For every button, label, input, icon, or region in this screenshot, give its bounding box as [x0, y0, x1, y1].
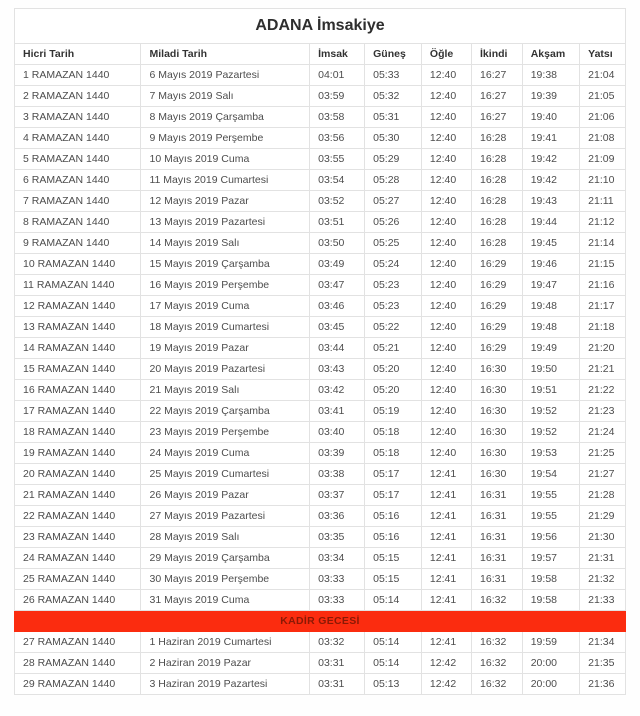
cell-gunes: 05:30: [365, 128, 422, 149]
cell-gunes: 05:13: [365, 674, 422, 695]
cell-miladi-tarih: 3 Haziran 2019 Pazartesi: [141, 674, 310, 695]
cell-hicri-tarih: 19 RAMAZAN 1440: [15, 443, 141, 464]
cell-imsak: 03:35: [310, 527, 365, 548]
cell-yatsi: 21:06: [580, 107, 626, 128]
cell-imsak: 03:49: [310, 254, 365, 275]
cell-miladi-tarih: 25 Mayıs 2019 Cumartesi: [141, 464, 310, 485]
cell-yatsi: 21:29: [580, 506, 626, 527]
cell-miladi-tarih: 7 Mayıs 2019 Salı: [141, 86, 310, 107]
cell-gunes: 05:24: [365, 254, 422, 275]
cell-aksam: 19:42: [522, 149, 579, 170]
cell-ikindi: 16:28: [472, 170, 523, 191]
cell-miladi-tarih: 19 Mayıs 2019 Pazar: [141, 338, 310, 359]
cell-ikindi: 16:30: [472, 443, 523, 464]
cell-ikindi: 16:28: [472, 191, 523, 212]
cell-aksam: 19:38: [522, 65, 579, 86]
cell-miladi-tarih: 9 Mayıs 2019 Perşembe: [141, 128, 310, 149]
cell-ogle: 12:40: [421, 359, 471, 380]
column-header-imsak: İmsak: [310, 44, 365, 65]
cell-aksam: 19:41: [522, 128, 579, 149]
cell-ikindi: 16:31: [472, 527, 523, 548]
cell-yatsi: 21:36: [580, 674, 626, 695]
cell-aksam: 19:58: [522, 569, 579, 590]
cell-imsak: 03:51: [310, 212, 365, 233]
cell-imsak: 03:36: [310, 506, 365, 527]
cell-miladi-tarih: 30 Mayıs 2019 Perşembe: [141, 569, 310, 590]
cell-ikindi: 16:31: [472, 548, 523, 569]
cell-ikindi: 16:28: [472, 233, 523, 254]
cell-yatsi: 21:11: [580, 191, 626, 212]
cell-hicri-tarih: 7 RAMAZAN 1440: [15, 191, 141, 212]
cell-yatsi: 21:21: [580, 359, 626, 380]
column-header-hicri-tarih: Hicri Tarih: [15, 44, 141, 65]
cell-imsak: 03:41: [310, 401, 365, 422]
cell-miladi-tarih: 26 Mayıs 2019 Pazar: [141, 485, 310, 506]
cell-yatsi: 21:35: [580, 653, 626, 674]
cell-hicri-tarih: 5 RAMAZAN 1440: [15, 149, 141, 170]
cell-yatsi: 21:16: [580, 275, 626, 296]
cell-imsak: 03:38: [310, 464, 365, 485]
cell-aksam: 19:56: [522, 527, 579, 548]
cell-ogle: 12:41: [421, 632, 471, 653]
cell-gunes: 05:16: [365, 527, 422, 548]
cell-ogle: 12:41: [421, 569, 471, 590]
cell-hicri-tarih: 23 RAMAZAN 1440: [15, 527, 141, 548]
cell-ogle: 12:40: [421, 338, 471, 359]
cell-ikindi: 16:31: [472, 506, 523, 527]
cell-ogle: 12:41: [421, 590, 471, 611]
cell-gunes: 05:14: [365, 590, 422, 611]
cell-ogle: 12:41: [421, 548, 471, 569]
cell-hicri-tarih: 24 RAMAZAN 1440: [15, 548, 141, 569]
cell-miladi-tarih: 10 Mayıs 2019 Cuma: [141, 149, 310, 170]
cell-hicri-tarih: 14 RAMAZAN 1440: [15, 338, 141, 359]
cell-aksam: 19:40: [522, 107, 579, 128]
cell-imsak: 03:44: [310, 338, 365, 359]
cell-gunes: 05:27: [365, 191, 422, 212]
cell-gunes: 05:22: [365, 317, 422, 338]
table-row: [15, 191, 626, 212]
cell-hicri-tarih: 22 RAMAZAN 1440: [15, 506, 141, 527]
cell-ogle: 12:40: [421, 254, 471, 275]
header-row: [15, 44, 626, 65]
table-row: [15, 359, 626, 380]
cell-gunes: 05:14: [365, 653, 422, 674]
cell-imsak: 03:42: [310, 380, 365, 401]
cell-imsak: 03:46: [310, 296, 365, 317]
cell-yatsi: 21:30: [580, 527, 626, 548]
cell-imsak: 03:33: [310, 569, 365, 590]
cell-ogle: 12:40: [421, 422, 471, 443]
cell-gunes: 05:33: [365, 65, 422, 86]
cell-aksam: 19:47: [522, 275, 579, 296]
cell-imsak: 03:33: [310, 590, 365, 611]
cell-ogle: 12:42: [421, 653, 471, 674]
cell-ikindi: 16:29: [472, 275, 523, 296]
cell-hicri-tarih: 21 RAMAZAN 1440: [15, 485, 141, 506]
cell-ogle: 12:40: [421, 317, 471, 338]
cell-aksam: 19:53: [522, 443, 579, 464]
table-row: [15, 233, 626, 254]
cell-yatsi: 21:24: [580, 422, 626, 443]
cell-ogle: 12:40: [421, 296, 471, 317]
cell-imsak: 03:32: [310, 632, 365, 653]
cell-miladi-tarih: 22 Mayıs 2019 Çarşamba: [141, 401, 310, 422]
cell-miladi-tarih: 17 Mayıs 2019 Cuma: [141, 296, 310, 317]
table-row: [15, 296, 626, 317]
cell-yatsi: 21:33: [580, 590, 626, 611]
cell-hicri-tarih: 29 RAMAZAN 1440: [15, 674, 141, 695]
kadir-gecesi-banner-label: KADİR GECESİ: [15, 611, 626, 632]
cell-imsak: 03:55: [310, 149, 365, 170]
cell-ogle: 12:40: [421, 380, 471, 401]
cell-imsak: 03:34: [310, 548, 365, 569]
cell-gunes: 05:32: [365, 86, 422, 107]
cell-ikindi: 16:27: [472, 65, 523, 86]
column-header-gunes: Güneş: [365, 44, 422, 65]
cell-gunes: 05:28: [365, 170, 422, 191]
cell-ikindi: 16:30: [472, 380, 523, 401]
table-row: [15, 632, 626, 653]
cell-miladi-tarih: 8 Mayıs 2019 Çarşamba: [141, 107, 310, 128]
cell-hicri-tarih: 10 RAMAZAN 1440: [15, 254, 141, 275]
cell-ogle: 12:40: [421, 65, 471, 86]
cell-ikindi: 16:30: [472, 359, 523, 380]
table-row: [15, 212, 626, 233]
cell-aksam: 19:51: [522, 380, 579, 401]
cell-aksam: 19:48: [522, 296, 579, 317]
cell-aksam: 19:45: [522, 233, 579, 254]
cell-imsak: 03:43: [310, 359, 365, 380]
cell-miladi-tarih: 27 Mayıs 2019 Pazartesi: [141, 506, 310, 527]
cell-ogle: 12:41: [421, 485, 471, 506]
cell-ikindi: 16:32: [472, 674, 523, 695]
cell-ikindi: 16:32: [472, 632, 523, 653]
cell-hicri-tarih: 15 RAMAZAN 1440: [15, 359, 141, 380]
kadir-gecesi-banner: [15, 611, 626, 632]
cell-imsak: 03:52: [310, 191, 365, 212]
table-row: [15, 254, 626, 275]
cell-hicri-tarih: 20 RAMAZAN 1440: [15, 464, 141, 485]
cell-aksam: 19:58: [522, 590, 579, 611]
cell-gunes: 05:29: [365, 149, 422, 170]
cell-miladi-tarih: 23 Mayıs 2019 Perşembe: [141, 422, 310, 443]
cell-ogle: 12:40: [421, 149, 471, 170]
cell-ikindi: 16:28: [472, 149, 523, 170]
cell-imsak: 03:40: [310, 422, 365, 443]
cell-hicri-tarih: 9 RAMAZAN 1440: [15, 233, 141, 254]
table-row: [15, 275, 626, 296]
cell-miladi-tarih: 14 Mayıs 2019 Salı: [141, 233, 310, 254]
cell-miladi-tarih: 11 Mayıs 2019 Cumartesi: [141, 170, 310, 191]
cell-aksam: 19:46: [522, 254, 579, 275]
cell-yatsi: 21:12: [580, 212, 626, 233]
cell-hicri-tarih: 1 RAMAZAN 1440: [15, 65, 141, 86]
cell-yatsi: 21:22: [580, 380, 626, 401]
table-body: [15, 65, 626, 695]
cell-gunes: 05:17: [365, 464, 422, 485]
cell-yatsi: 21:18: [580, 317, 626, 338]
cell-yatsi: 21:17: [580, 296, 626, 317]
table-row: [15, 86, 626, 107]
cell-ikindi: 16:30: [472, 422, 523, 443]
cell-miladi-tarih: 6 Mayıs 2019 Pazartesi: [141, 65, 310, 86]
page-title: ADANA İmsakiye: [15, 9, 626, 44]
cell-hicri-tarih: 2 RAMAZAN 1440: [15, 86, 141, 107]
column-header-miladi-tarih: Miladi Tarih: [141, 44, 310, 65]
cell-imsak: 03:31: [310, 674, 365, 695]
cell-yatsi: 21:14: [580, 233, 626, 254]
column-header-yatsi: Yatsı: [580, 44, 626, 65]
table-row: [15, 149, 626, 170]
cell-imsak: 04:01: [310, 65, 365, 86]
cell-hicri-tarih: 13 RAMAZAN 1440: [15, 317, 141, 338]
cell-ikindi: 16:30: [472, 401, 523, 422]
cell-gunes: 05:19: [365, 401, 422, 422]
cell-ikindi: 16:31: [472, 485, 523, 506]
cell-hicri-tarih: 12 RAMAZAN 1440: [15, 296, 141, 317]
cell-gunes: 05:21: [365, 338, 422, 359]
cell-aksam: 19:49: [522, 338, 579, 359]
cell-hicri-tarih: 27 RAMAZAN 1440: [15, 632, 141, 653]
cell-ikindi: 16:27: [472, 86, 523, 107]
cell-gunes: 05:25: [365, 233, 422, 254]
table-row: [15, 65, 626, 86]
cell-yatsi: 21:25: [580, 443, 626, 464]
cell-gunes: 05:18: [365, 443, 422, 464]
cell-imsak: 03:45: [310, 317, 365, 338]
cell-ikindi: 16:29: [472, 317, 523, 338]
cell-aksam: 19:48: [522, 317, 579, 338]
cell-miladi-tarih: 16 Mayıs 2019 Perşembe: [141, 275, 310, 296]
cell-imsak: 03:31: [310, 653, 365, 674]
cell-gunes: 05:15: [365, 569, 422, 590]
table-row: [15, 653, 626, 674]
cell-yatsi: 21:20: [580, 338, 626, 359]
cell-hicri-tarih: 25 RAMAZAN 1440: [15, 569, 141, 590]
cell-ikindi: 16:31: [472, 569, 523, 590]
table-row: [15, 170, 626, 191]
cell-yatsi: 21:27: [580, 464, 626, 485]
cell-yatsi: 21:32: [580, 569, 626, 590]
cell-aksam: 19:44: [522, 212, 579, 233]
cell-ikindi: 16:29: [472, 254, 523, 275]
cell-hicri-tarih: 28 RAMAZAN 1440: [15, 653, 141, 674]
cell-ogle: 12:40: [421, 443, 471, 464]
cell-gunes: 05:20: [365, 359, 422, 380]
cell-hicri-tarih: 4 RAMAZAN 1440: [15, 128, 141, 149]
table-row: [15, 401, 626, 422]
cell-ogle: 12:40: [421, 275, 471, 296]
cell-yatsi: 21:09: [580, 149, 626, 170]
column-header-ikindi: İkindi: [472, 44, 523, 65]
table-row: [15, 674, 626, 695]
cell-gunes: 05:31: [365, 107, 422, 128]
cell-aksam: 19:55: [522, 506, 579, 527]
cell-gunes: 05:16: [365, 506, 422, 527]
cell-hicri-tarih: 11 RAMAZAN 1440: [15, 275, 141, 296]
table-row: [15, 485, 626, 506]
table-row: [15, 380, 626, 401]
cell-aksam: 19:57: [522, 548, 579, 569]
cell-imsak: 03:54: [310, 170, 365, 191]
cell-aksam: 19:55: [522, 485, 579, 506]
cell-gunes: 05:26: [365, 212, 422, 233]
cell-imsak: 03:37: [310, 485, 365, 506]
cell-aksam: 19:50: [522, 359, 579, 380]
cell-miladi-tarih: 21 Mayıs 2019 Salı: [141, 380, 310, 401]
cell-yatsi: 21:10: [580, 170, 626, 191]
cell-gunes: 05:23: [365, 275, 422, 296]
cell-aksam: 20:00: [522, 674, 579, 695]
cell-aksam: 19:43: [522, 191, 579, 212]
cell-hicri-tarih: 17 RAMAZAN 1440: [15, 401, 141, 422]
cell-miladi-tarih: 31 Mayıs 2019 Cuma: [141, 590, 310, 611]
table-row: [15, 128, 626, 149]
cell-ikindi: 16:30: [472, 464, 523, 485]
cell-imsak: 03:58: [310, 107, 365, 128]
cell-yatsi: 21:28: [580, 485, 626, 506]
cell-imsak: 03:47: [310, 275, 365, 296]
cell-hicri-tarih: 8 RAMAZAN 1440: [15, 212, 141, 233]
cell-aksam: 19:42: [522, 170, 579, 191]
cell-aksam: 19:39: [522, 86, 579, 107]
cell-ikindi: 16:29: [472, 296, 523, 317]
cell-miladi-tarih: 1 Haziran 2019 Cumartesi: [141, 632, 310, 653]
table-row: [15, 569, 626, 590]
cell-imsak: 03:56: [310, 128, 365, 149]
cell-imsak: 03:50: [310, 233, 365, 254]
cell-ogle: 12:40: [421, 212, 471, 233]
cell-hicri-tarih: 16 RAMAZAN 1440: [15, 380, 141, 401]
table-row: [15, 527, 626, 548]
cell-yatsi: 21:04: [580, 65, 626, 86]
cell-aksam: 19:54: [522, 464, 579, 485]
cell-yatsi: 21:34: [580, 632, 626, 653]
cell-ogle: 12:40: [421, 233, 471, 254]
cell-hicri-tarih: 18 RAMAZAN 1440: [15, 422, 141, 443]
cell-ogle: 12:40: [421, 107, 471, 128]
cell-ogle: 12:40: [421, 191, 471, 212]
cell-aksam: 20:00: [522, 653, 579, 674]
cell-yatsi: 21:23: [580, 401, 626, 422]
cell-yatsi: 21:08: [580, 128, 626, 149]
table-row: [15, 107, 626, 128]
imsakiye-table: [14, 8, 626, 695]
cell-miladi-tarih: 29 Mayıs 2019 Çarşamba: [141, 548, 310, 569]
cell-imsak: 03:59: [310, 86, 365, 107]
cell-gunes: 05:20: [365, 380, 422, 401]
cell-ogle: 12:41: [421, 506, 471, 527]
cell-ikindi: 16:32: [472, 590, 523, 611]
cell-ikindi: 16:28: [472, 128, 523, 149]
cell-aksam: 19:52: [522, 422, 579, 443]
cell-ikindi: 16:32: [472, 653, 523, 674]
cell-miladi-tarih: 18 Mayıs 2019 Cumartesi: [141, 317, 310, 338]
title-row: [15, 9, 626, 44]
cell-hicri-tarih: 6 RAMAZAN 1440: [15, 170, 141, 191]
table-row: [15, 317, 626, 338]
table-row: [15, 338, 626, 359]
cell-miladi-tarih: 12 Mayıs 2019 Pazar: [141, 191, 310, 212]
cell-ogle: 12:40: [421, 86, 471, 107]
cell-ogle: 12:40: [421, 170, 471, 191]
cell-miladi-tarih: 28 Mayıs 2019 Salı: [141, 527, 310, 548]
cell-ogle: 12:41: [421, 464, 471, 485]
cell-yatsi: 21:31: [580, 548, 626, 569]
cell-miladi-tarih: 24 Mayıs 2019 Cuma: [141, 443, 310, 464]
column-header-aksam: Akşam: [522, 44, 579, 65]
table-row: [15, 548, 626, 569]
cell-miladi-tarih: 20 Mayıs 2019 Pazartesi: [141, 359, 310, 380]
table-row: [15, 443, 626, 464]
cell-aksam: 19:52: [522, 401, 579, 422]
cell-yatsi: 21:05: [580, 86, 626, 107]
cell-miladi-tarih: 13 Mayıs 2019 Pazartesi: [141, 212, 310, 233]
table-row: [15, 464, 626, 485]
table-row: [15, 422, 626, 443]
column-header-ogle: Öğle: [421, 44, 471, 65]
cell-ogle: 12:42: [421, 674, 471, 695]
cell-imsak: 03:39: [310, 443, 365, 464]
cell-ogle: 12:41: [421, 527, 471, 548]
cell-hicri-tarih: 3 RAMAZAN 1440: [15, 107, 141, 128]
cell-gunes: 05:23: [365, 296, 422, 317]
cell-gunes: 05:17: [365, 485, 422, 506]
cell-ikindi: 16:27: [472, 107, 523, 128]
cell-yatsi: 21:15: [580, 254, 626, 275]
cell-gunes: 05:18: [365, 422, 422, 443]
table-row: [15, 590, 626, 611]
cell-hicri-tarih: 26 RAMAZAN 1440: [15, 590, 141, 611]
cell-ikindi: 16:29: [472, 338, 523, 359]
cell-ikindi: 16:28: [472, 212, 523, 233]
cell-gunes: 05:14: [365, 632, 422, 653]
cell-ogle: 12:40: [421, 128, 471, 149]
cell-gunes: 05:15: [365, 548, 422, 569]
cell-miladi-tarih: 2 Haziran 2019 Pazar: [141, 653, 310, 674]
cell-miladi-tarih: 15 Mayıs 2019 Çarşamba: [141, 254, 310, 275]
table-row: [15, 506, 626, 527]
cell-ogle: 12:40: [421, 401, 471, 422]
cell-aksam: 19:59: [522, 632, 579, 653]
